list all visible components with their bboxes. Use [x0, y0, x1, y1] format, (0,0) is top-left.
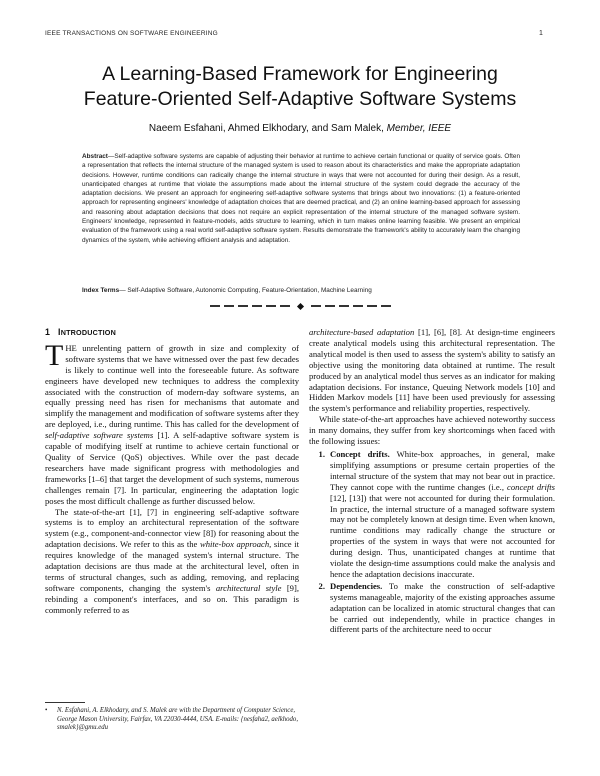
list-item: 1. Concept drifts. White-box approaches, in general, make simplifying assumptions or presume certain properties of the internal structure of the system that may not bear out in practice. They cannot cope with the runtime changes (i.e., concept drifts [12], [13]) that were not accounted for during their formulation. In practice, the internal structure of a managed software system may not be completely known at design time. Even when known, runtime conditions may radically change the structure or properties of the system in ways that were not accounted for during design. Thus, unanticipated changes at runtime that violate the design-time assumptions could make the analysis and hence the adaptation decisions inaccurate. — [318, 448, 555, 579]
footnote-text: N. Esfahani, A. Elkhodary, and S. Malek are with the Department of Computer Science, George Mason University, Fairfax, VA 22030-4444, USA. E-mails: {nesfaha2, aelkhodo, smalek}@gmu.edu — [57, 707, 299, 732]
diamond-icon — [296, 302, 303, 309]
abstract-text: —Self-adaptive software systems are capable of adjusting their behavior at runtime to achieve certain functional or quality of service goals. Often a representation that reflects the internal structure of the managed system is used to reason about its characteristics and make the appropriate adaptation decisions. However, runtime conditions can radically change the internal structure in ways that were not accounted for during their design. As a result, unanticipated changes at runtime that violate the assumptions made about the internal structure of the system could degrade the accuracy of the adaptation decisions. We present an approach for engineering self-adaptive software systems that brings about two innovations: (1) a feature-oriented approach for representing engineers' knowledge of adaptation choices that are deemed practical, and (2) an online learning-based approach for assessing and reasoning about adaptation decisions that does not require an explicit representation of the internal structure of the managed software system. Engineers' knowledge, represented in feature-models, adds structure to learning, which in turn makes online learning feasible. We present an empirical evaluation of the framework using a real world self-adaptive software system. Results demonstrate the framework's ability to accurately learn the changing dynamics of the system, while achieving efficient analysis and adaptation. — [82, 153, 520, 244]
list-item: 2. Dependencies. To make the construction of self-adaptive systems manageable, majority of the existing approaches assume adaptation can be localized in atomic structural changes that can be carried out independently, while in practice changes in different parts of the architecture need to occur — [318, 580, 555, 635]
footnote-bullet: • — [45, 707, 48, 714]
author-membership: Member, IEEE — [386, 123, 452, 134]
drop-cap: T — [45, 338, 64, 372]
paper-title — [40, 62, 560, 112]
section-heading — [45, 327, 299, 339]
running-header: IEEE TRANSACTIONS ON SOFTWARE ENGINEERING — [45, 30, 218, 37]
abstract — [82, 152, 520, 245]
title-line-2: Feature-Oriented Self-Adaptive Software Systems — [83, 88, 517, 110]
abstract-label: Abstract — [82, 153, 108, 160]
body-column-left — [45, 327, 299, 616]
index-terms — [82, 287, 520, 294]
title-line-1: A Learning-Based Framework for Engineering — [102, 63, 498, 85]
author-line — [40, 123, 560, 134]
paragraph-2: The state-of-the-art [1], [7] in engineering self-adaptive software systems is to employ an architectural representation of the software system (e.g., component-and-connector view [8]) for reasoning about the adaptation decisions. We refer to this as the white-box approach, since it requires knowledge of the managed system's internal structure. The adaptation decisions are thus made at the architectural level, often in terms of structural changes, such as adding, removing, and replacing software components, changing the system's architectural style [9], rebinding a component's interfaces, and so on. This paradigm is commonly referred to as — [45, 506, 299, 615]
section-title-rest: NTRODUCTION — [60, 328, 116, 337]
author-names: Naeem Esfahani, Ahmed Elkhodary, and Sam Malek, — [148, 123, 384, 134]
section-separator — [200, 301, 400, 311]
index-terms-label: Index Terms — [82, 287, 120, 294]
paragraph-2-continued: architecture-based adaptation [1], [6], [8]. At design-time engineers create analytical models using this architectural representation. The analytical model is then used to assess the system's ability to satisfy an objective using the monitoring data obtained at runtime. The result produced by an analytical model thus serves as an indicator for making adaptation decisions. For instance, Queuing Network models [10] and Hidden Markov models [11] have been used previously for assessing the system's performance and reliability properties, respectively. — [309, 327, 555, 414]
paragraph-1: THE unrelenting pattern of growth in size and complexity of software systems that we have witnessed over the past few decades is likely to continue well into the foreseeable future. As software engineers have developed new techniques to address the complexity associated with the construction of modern-day software systems, an equally pressing need has risen for mechanisms that automate and simplify the management and modification of software systems after they are deployed, i.e., during runtime. This has called for the development of self-adaptive software systems [1]. A self-adaptive software system is capable of modifying itself at runtime to achieve certain functional or Quality of Service (QoS) objectives. While over the past decade researchers have made significant progress with methodologies and frameworks [1–6] that target the development of such systems, numerous challenges remain [7]. In particular, engineering the adaptation logic poses the most difficult challenge as further discussed below. — [45, 338, 299, 506]
body-column-right — [309, 327, 555, 636]
footnote-rule — [45, 702, 85, 703]
author-affiliation-footnote — [45, 707, 299, 733]
issues-list — [309, 449, 555, 635]
paragraph-2-em3: architecture-based adaptation — [309, 327, 415, 337]
section-title-initial: I — [58, 327, 61, 337]
page-number: 1 — [539, 30, 543, 37]
section-number: 1 — [45, 327, 51, 337]
index-terms-text: — Self-Adaptive Software, Autonomic Computing, Feature-Orientation, Machine Learning — [119, 287, 372, 294]
paragraph-3: While state-of-the-art approaches have achieved noteworthy success in many domains, they suffer from key shortcomings when faced with the following issues: — [309, 414, 555, 447]
